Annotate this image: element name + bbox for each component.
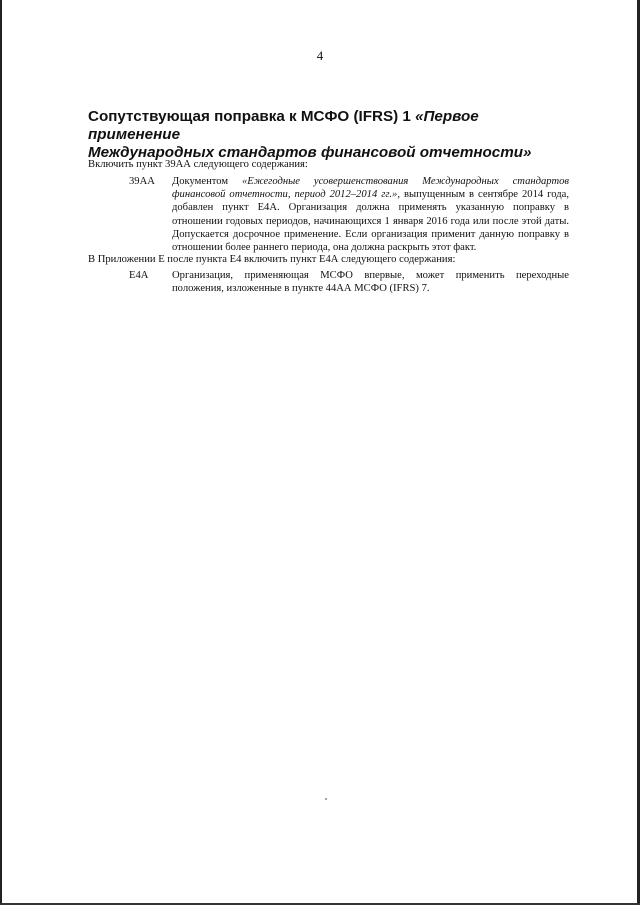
page-number: 4: [316, 48, 324, 63]
paragraph-text-part-1: Документом: [172, 176, 242, 187]
paragraph-text: [172, 175, 569, 254]
heading-normal-part: Сопутствующая поправка к МСФО (IFRS) 1: [88, 108, 416, 125]
paragraph-number: Е4А: [129, 270, 149, 281]
paragraph-number: 39АА: [129, 176, 155, 187]
section-2-intro: В Приложении Е после пункта Е4 включить пункт Е4А следующего содержания:: [88, 254, 456, 265]
paragraph-text-document-title: «Ежегодные усовершенствования Международных стандартов финансовой отчетности, период 2012–2014 гг.»: [172, 176, 569, 201]
section-1-intro: Включить пункт 39АА следующего содержания:: [88, 159, 308, 170]
paragraph-text-part-2: , выпущенным в сентябре 2014 года, добавлен пункт Е4А. Организация должна применять указанную поправку в отношении годовых периодов, начинающихся 1 января 2016 года или после этой даты. Допускается досрочное применение. Если организация применит данную поправку в отношении более раннего периода, она должна раскрыть этот факт.: [172, 189, 569, 254]
heading-italic-part-1: «Первое применение: [88, 108, 479, 143]
heading-italic-part-2: Международных стандартов финансовой отчетности»: [88, 144, 532, 161]
scan-speck: [325, 798, 327, 800]
paragraph-39aa: [129, 175, 569, 254]
paragraph-e4a: [129, 269, 569, 295]
document-heading: [88, 108, 558, 162]
paragraph-text: Организация, применяющая МСФО впервые, может применить переходные положения, изложенные в пункте 44АА МСФО (IFRS) 7.: [172, 270, 569, 295]
scan-border-left: [0, 0, 2, 905]
